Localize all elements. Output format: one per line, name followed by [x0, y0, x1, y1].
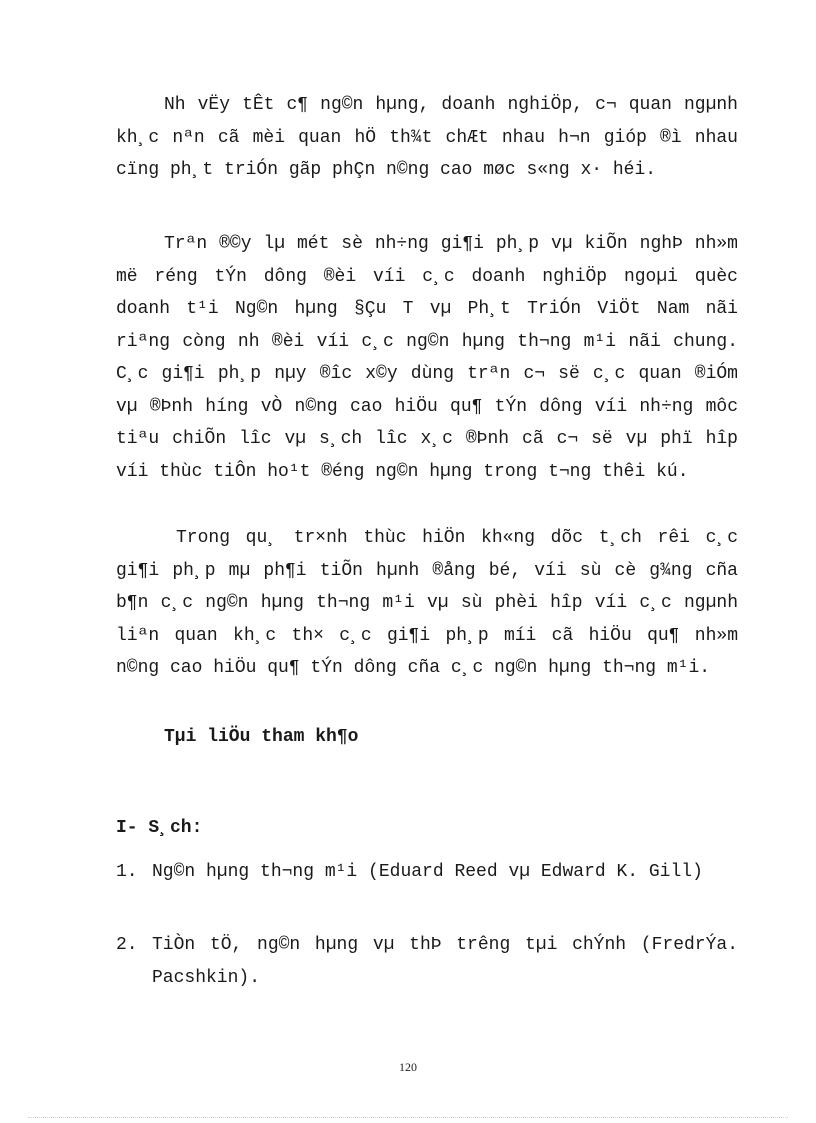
reference-text: TiÒn tÖ, ng©n hµng vµ thÞ trêng tµi chÝnh (FredrÝa. Pacshkin). [152, 935, 738, 988]
reference-item [116, 856, 738, 889]
reference-number: 2. [116, 935, 138, 955]
paragraph-1: Nh vËy tÊt c¶ ng©n hµng, doanh nghiÖp, c¬ quan ngµnh kh¸c nªn cã mèi quan hÖ th¾t chÆt nhau h¬n gióp ®ì nhau cïng ph¸t triÓn gãp phÇn n©ng cao møc s«ng x· héi. [116, 95, 738, 180]
page-bottom-divider [28, 1117, 788, 1118]
paragraph-3: Trong qu¸ tr×nh thùc hiÖn kh«ng dõc t¸ch rêi c¸c gi¶i ph¸p mµ ph¶i tiÕn hµnh ®ång bé, víi sù cè g¾ng cña b¶n c¸c ng©n hµng th¬ng m¹i vµ sù phèi hîp víi c¸c ngµnh liªn quan kh¸c th× c¸c gi¶i ph¸p míi cã hiÖu qu¶ nh»m n©ng cao hiÖu qu¶ tÝn dông cña c¸c ng©n hµng th¬ng m¹i. [116, 528, 738, 678]
page-number: 120 [399, 1060, 417, 1074]
reference-number: 1. [116, 862, 138, 882]
reference-item [116, 929, 738, 994]
paragraph-2: Trªn ®©y lµ mét sè nh÷ng gi¶i ph¸p vµ kiÕn nghÞ nh»m më réng tÝn dông ®èi víi c¸c doanh nghiÖp ngoµi quèc doanh t¹i Ng©n hµng §Çu T vµ Ph¸t TriÓn ViÖt Nam nãi riªng còng nh ®èi víi c¸c ng©n hµng th¬ng m¹i nãi chung. C¸c gi¶i ph¸p nµy ®îc x©y dùng trªn c¬ së c¸c quan ®iÓm vµ ®Þnh híng vÒ n©ng cao hiÖu qu¶ tÝn dông víi nh÷ng môc tiªu chiÕn lîc vµ s¸ch lîc x¸c ®Þnh cã c¬ së vµ phï hîp víi thùc tiÔn ho¹t ®éng ng©n hµng trong t¬ng thêi kú. [116, 234, 738, 482]
books-subheading: I- S¸ch: [116, 818, 203, 838]
references-heading: Tµi liÖu tham kh¶o [164, 727, 359, 747]
reference-text: Ng©n hµng th¬ng m¹i (Eduard Reed vµ Edward K. Gill) [152, 862, 703, 882]
